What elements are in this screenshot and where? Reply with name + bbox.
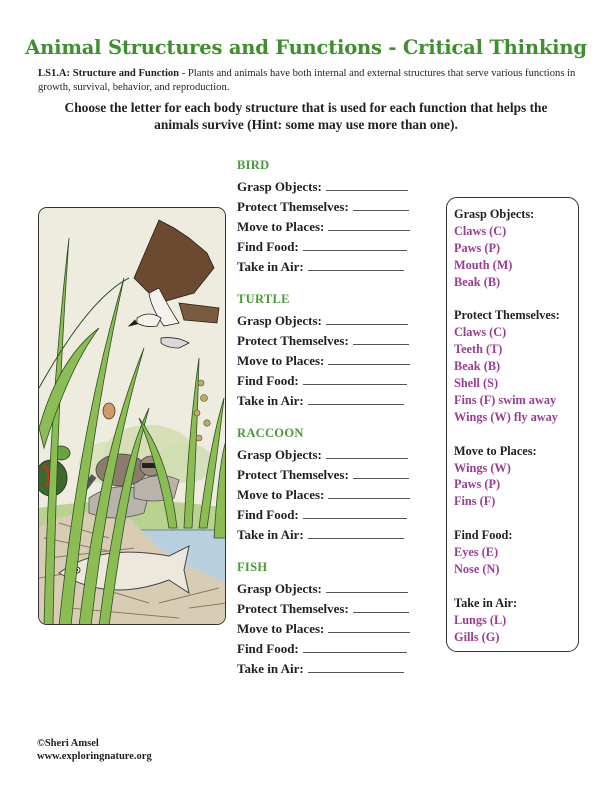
answer-blank[interactable] xyxy=(326,580,408,593)
question-label: Find Food: xyxy=(237,507,299,522)
question-protect-themselves xyxy=(237,599,410,619)
standard-code: LS1.A: Structure and Function xyxy=(38,68,180,79)
animal-name: BIRD xyxy=(237,158,270,172)
key-item: Paws (P) xyxy=(454,477,501,492)
key-item: Claws (C) xyxy=(454,325,507,340)
standard-description xyxy=(38,67,583,94)
question-label: Move to Places: xyxy=(237,487,325,502)
question-label: Grasp Objects: xyxy=(237,313,322,328)
animal-section-bird xyxy=(237,157,410,277)
question-find-food xyxy=(237,639,410,659)
question-take-in-air xyxy=(237,659,410,679)
key-heading: Move to Places: xyxy=(454,443,537,458)
question-label: Grasp Objects: xyxy=(237,179,322,194)
instructions: Choose the letter for each body structure that is used for each function that helps the animals survive (Hint: some may use more than one). xyxy=(64,100,548,132)
animal-name: RACCOON xyxy=(237,426,304,440)
answer-blank[interactable] xyxy=(303,372,407,385)
question-find-food xyxy=(237,371,410,391)
answer-blank[interactable] xyxy=(353,600,409,613)
key-heading: Protect Themselves: xyxy=(454,308,560,323)
answer-blank[interactable] xyxy=(326,178,408,191)
key-item: Eyes (E) xyxy=(454,545,499,560)
key-item: Nose (N) xyxy=(454,561,500,576)
key-heading: Take in Air: xyxy=(454,595,518,610)
question-label: Find Food: xyxy=(237,239,299,254)
key-item: Mouth (M) xyxy=(454,257,513,272)
answer-blank[interactable] xyxy=(326,446,408,459)
answer-blank[interactable] xyxy=(353,332,409,345)
key-heading: Find Food: xyxy=(454,528,513,543)
question-take-in-air xyxy=(237,391,410,411)
question-find-food xyxy=(237,505,410,525)
answer-blank[interactable] xyxy=(328,620,410,633)
answer-blank[interactable] xyxy=(328,486,410,499)
standard-text: - Plants and animals have both internal and external structures that serve various functions in growth, survival, behavior, and reproduction. xyxy=(38,68,576,93)
question-move-to-places xyxy=(237,351,410,371)
website-link[interactable]: www.exploringnature.org xyxy=(37,751,152,762)
key-item: Paws (P) xyxy=(454,240,501,255)
answer-blank[interactable] xyxy=(326,312,408,325)
key-item: Fins (F) swim away xyxy=(454,392,557,407)
answer-blank[interactable] xyxy=(303,506,407,519)
key-item: Beak (B) xyxy=(454,359,501,374)
question-label: Grasp Objects: xyxy=(237,447,322,462)
question-grasp-objects xyxy=(237,177,410,197)
animal-section-raccoon xyxy=(237,425,410,545)
question-label: Move to Places: xyxy=(237,219,325,234)
key-item: Lungs (L) xyxy=(454,612,507,627)
key-group-find-food xyxy=(454,527,578,578)
question-label: Find Food: xyxy=(237,641,299,656)
question-protect-themselves xyxy=(237,465,410,485)
answer-blank[interactable] xyxy=(328,218,410,231)
question-label: Protect Themselves: xyxy=(237,199,349,214)
copyright: ©Sheri Amsel xyxy=(37,738,99,749)
question-find-food xyxy=(237,237,410,257)
animal-name: TURTLE xyxy=(237,292,290,306)
question-label: Take in Air: xyxy=(237,259,304,274)
question-label: Take in Air: xyxy=(237,661,304,676)
question-grasp-objects xyxy=(237,579,410,599)
question-label: Find Food: xyxy=(237,373,299,388)
answer-blank[interactable] xyxy=(353,198,409,211)
question-label: Take in Air: xyxy=(237,393,304,408)
answer-blank[interactable] xyxy=(303,640,407,653)
question-move-to-places xyxy=(237,485,410,505)
question-protect-themselves xyxy=(237,197,410,217)
question-label: Take in Air: xyxy=(237,527,304,542)
question-label: Move to Places: xyxy=(237,353,325,368)
question-move-to-places xyxy=(237,217,410,237)
footer xyxy=(37,737,152,763)
question-label: Grasp Objects: xyxy=(237,581,322,596)
key-item: Fins (F) xyxy=(454,494,496,509)
question-label: Protect Themselves: xyxy=(237,333,349,348)
key-group-protect-themselves xyxy=(454,307,578,425)
question-take-in-air xyxy=(237,257,410,277)
question-label: Move to Places: xyxy=(237,621,325,636)
answer-blank[interactable] xyxy=(308,526,404,539)
question-grasp-objects xyxy=(237,311,410,331)
answer-blank[interactable] xyxy=(353,466,409,479)
key-item: Shell (S) xyxy=(454,376,499,391)
question-label: Protect Themselves: xyxy=(237,601,349,616)
key-item: Beak (B) xyxy=(454,274,501,289)
wetland-illustration xyxy=(38,207,226,625)
key-item: Wings (W) fly away xyxy=(454,409,558,424)
key-group-take-in-air xyxy=(454,595,578,646)
answer-key-box xyxy=(446,197,579,652)
key-item: Gills (G) xyxy=(454,629,500,644)
key-item: Wings (W) xyxy=(454,460,511,475)
page-title: Animal Structures and Functions - Critical Thinking xyxy=(25,36,587,59)
animal-name: FISH xyxy=(237,560,268,574)
key-item: Teeth (T) xyxy=(454,342,503,357)
key-group-move-to-places xyxy=(454,443,578,511)
question-label: Protect Themselves: xyxy=(237,467,349,482)
answer-blank[interactable] xyxy=(308,258,404,271)
key-group-grasp-objects xyxy=(454,206,578,291)
animal-section-fish xyxy=(237,559,410,679)
answer-blank[interactable] xyxy=(328,352,410,365)
key-item: Claws (C) xyxy=(454,223,507,238)
question-protect-themselves xyxy=(237,331,410,351)
answer-blank[interactable] xyxy=(303,238,407,251)
question-grasp-objects xyxy=(237,445,410,465)
answer-blank[interactable] xyxy=(308,660,404,673)
animal-section-turtle xyxy=(237,291,410,411)
question-take-in-air xyxy=(237,525,410,545)
question-move-to-places xyxy=(237,619,410,639)
key-heading: Grasp Objects: xyxy=(454,207,535,221)
answer-blank[interactable] xyxy=(308,392,404,405)
